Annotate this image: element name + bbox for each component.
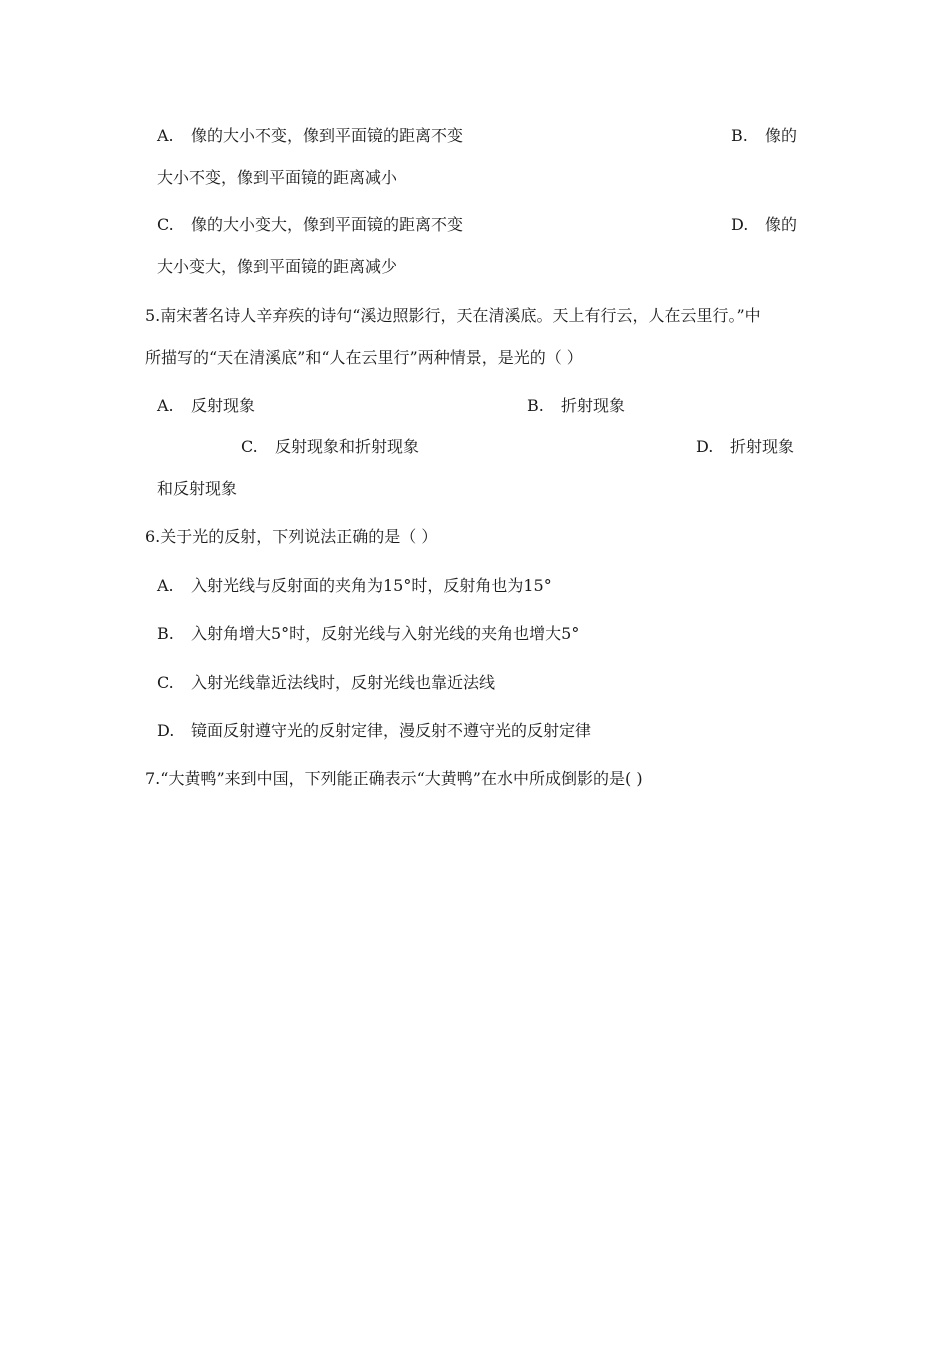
option-text: 入射光线与反射面的夹角为15°时，反射角也为15° (191, 576, 552, 595)
q6-option-c (157, 673, 495, 693)
q6-option-b (157, 624, 579, 644)
option-text: 反射现象和折射现象 (275, 437, 420, 456)
q5-stem-line1: 5.南宋著名诗人辛弃疾的诗句“溪边照影行，天在清溪底。天上有行云，人在云里行。”中 (145, 306, 761, 325)
q5-option-c (241, 437, 419, 457)
q4-option-a (157, 126, 463, 146)
option-label: A. (157, 576, 174, 595)
option-label: C. (157, 673, 174, 692)
option-text: 像的 (765, 126, 798, 145)
option-text: 折射现象 (561, 396, 626, 415)
option-label: A. (157, 396, 174, 415)
option-text: 入射角增大5°时，反射光线与入射光线的夹角也增大5° (191, 624, 580, 643)
q6-option-a (157, 576, 552, 596)
q5-option-a (157, 396, 255, 416)
option-label: B. (527, 396, 544, 415)
option-text: 入射光线靠近法线时，反射光线也靠近法线 (191, 673, 496, 692)
option-label: D. (731, 215, 749, 234)
q6-stem: 6.关于光的反射，下列说法正确的是（ ） (145, 527, 438, 546)
q5-option-d-continued: 和反射现象 (157, 479, 238, 498)
option-text: 折射现象 (730, 437, 795, 456)
option-text: 镜面反射遵守光的反射定律，漫反射不遵守光的反射定律 (191, 721, 592, 740)
q4-option-d (731, 215, 797, 235)
option-text: 像的大小变大，像到平面镜的距离不变 (191, 215, 464, 234)
q4-option-d-continued: 大小变大，像到平面镜的距离减少 (157, 257, 398, 276)
option-label: A. (157, 126, 174, 145)
option-label: C. (241, 437, 258, 456)
q4-option-b-continued: 大小不变，像到平面镜的距离减小 (157, 168, 398, 187)
option-label: B. (731, 126, 748, 145)
option-label: D. (696, 437, 714, 456)
q5-option-b (527, 396, 625, 416)
option-text: 像的 (765, 215, 798, 234)
option-text: 反射现象 (191, 396, 256, 415)
q7-stem: 7.“大黄鸭”来到中国，下列能正确表示“大黄鸭”在水中所成倒影的是( ) (145, 769, 643, 788)
q6-option-d (157, 721, 591, 741)
q4-option-c (157, 215, 463, 235)
q5-option-d (696, 437, 794, 457)
option-text: 像的大小不变，像到平面镜的距离不变 (191, 126, 464, 145)
option-label: D. (157, 721, 175, 740)
option-label: C. (157, 215, 174, 234)
option-label: B. (157, 624, 174, 643)
q5-stem-line2: 所描写的“天在清溪底”和“人在云里行”两种情景，是光的（ ） (145, 348, 583, 367)
q4-option-b (731, 126, 797, 146)
